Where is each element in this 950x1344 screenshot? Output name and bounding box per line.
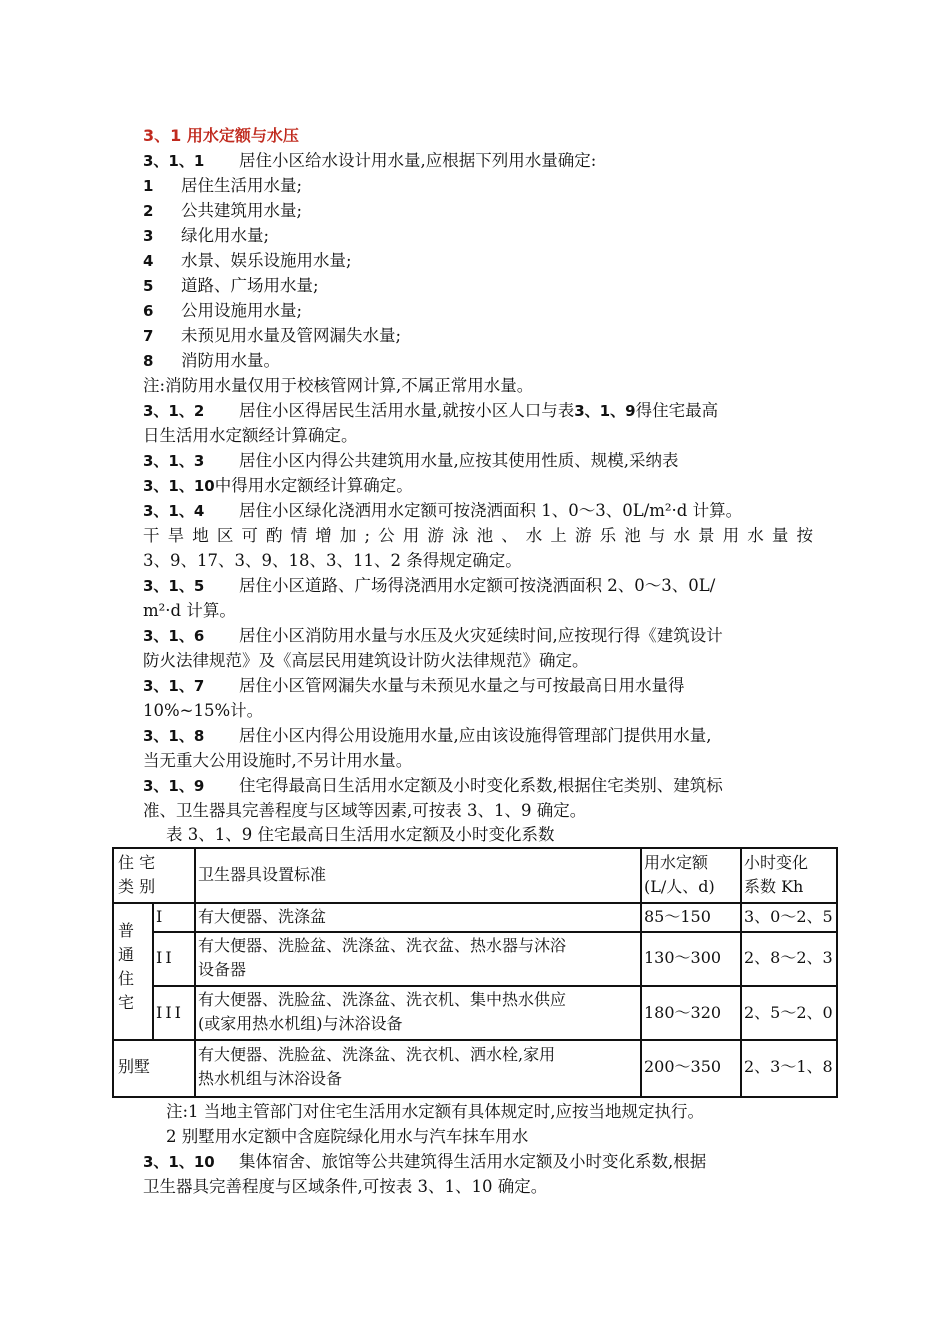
list-item-number: 3 [143, 227, 154, 245]
clause-3-1-5-line2: m²·d 计算。 [143, 601, 236, 620]
clause-3-1-6-line2: 防火法律规范》及《高层民用建筑设计防火法律规范》确定。 [143, 651, 589, 670]
list-item-number: 2 [143, 202, 154, 220]
list-item-text: 水景、娱乐设施用水量; [181, 251, 352, 270]
row-3-standard: 有大便器、洗脸盆、洗涤盆、洗衣机、集中热水供应 (或家用热水机组)与沐浴设备 [198, 990, 567, 1033]
header-fixture-standard: 卫生器具设置标准 [198, 865, 327, 884]
row-3-quota: 180～320 [644, 1003, 722, 1022]
list-item [143, 349, 813, 373]
list-item-text: 未预见用水量及管网漏失水量; [181, 326, 402, 345]
list-item [143, 174, 813, 198]
clause-3-1-2: 3、1、2 居住小区得居民生活用水量,就按小区人口与表3、1、9得住宅最高 [143, 401, 719, 420]
header-hourly-coefficient: 小时变化 系数 Kh [744, 853, 809, 896]
list-item-number: 8 [143, 352, 154, 370]
clause-3-1-4: 3、1、4 居住小区绿化浇洒用水定额可按浇洒面积 1、0～3、0L/m²·d 计算。 [143, 501, 743, 520]
list-item [143, 224, 813, 248]
clause-3-1-1: 3、1、1 居住小区给水设计用水量,应根据下列用水量确定: [143, 151, 597, 170]
villa-kh: 2、3～1、8 [744, 1057, 833, 1076]
list-item-number: 4 [143, 252, 154, 270]
list-item-number: 5 [143, 277, 154, 295]
table-note-1: 注:1 当地主管部门对住宅生活用水定额有具体规定时,应按当地规定执行。 [166, 1102, 705, 1121]
list-item-number: 7 [143, 327, 154, 345]
clause-3-1-4-line3: 3、9、17、3、9、18、3、11、2 条得规定确定。 [143, 551, 522, 570]
clause-3-1-10: 3、1、10 集体宿舍、旅馆等公共建筑得生活用水定额及小时变化系数,根据 [143, 1152, 707, 1171]
row-1-class: I [156, 907, 163, 926]
row-2-class: II [156, 948, 175, 967]
row-3-kh: 2、5～2、0 [744, 1003, 833, 1022]
list-item-text: 居住生活用水量; [181, 176, 303, 195]
clause-3-1-7: 3、1、7 居住小区管网漏失水量与未预见水量之与可按最高日用水量得 [143, 676, 685, 695]
water-quota-table [112, 847, 838, 1098]
clause-3-1-9-line2: 准、卫生器具完善程度与区域等因素,可按表 3、1、9 确定。 [143, 801, 587, 820]
list-item-text: 公用设施用水量; [181, 301, 303, 320]
list-item-number: 6 [143, 302, 154, 320]
clause-3-1-5: 3、1、5 居住小区道路、广场得浇洒用水定额可按浇洒面积 2、0～3、0L/ [143, 576, 716, 595]
list-item [143, 299, 813, 323]
table-title: 表 3、1、9 住宅最高日生活用水定额及小时变化系数 [166, 825, 555, 844]
clause-3-1-8: 3、1、8 居住小区内得公用设施用水量,应由该设施得管理部门提供用水量, [143, 726, 712, 745]
list-item-text: 消防用水量。 [181, 351, 280, 370]
clause-3-1-6: 3、1、6 居住小区消防用水量与水压及火灾延续时间,应按现行得《建筑设计 [143, 626, 723, 645]
list-item [143, 199, 813, 223]
header-housing-type: 住 宅 类 别 [118, 853, 156, 896]
row-2-kh: 2、8～2、3 [744, 948, 833, 967]
villa-quota: 200～350 [644, 1057, 722, 1076]
clause-3-1-7-line2: 10%~15%计。 [143, 701, 264, 720]
list-item-text: 绿化用水量; [181, 226, 270, 245]
row-1-quota: 85～150 [644, 907, 711, 926]
villa-label: 别墅 [118, 1057, 151, 1076]
group-ordinary-housing: 普 通 住 宅 [118, 921, 135, 1012]
header-quota: 用水定额 (L/人、d) [644, 853, 715, 896]
table-note-2: 2 别墅用水定额中含庭院绿化用水与汽车抹车用水 [166, 1127, 529, 1146]
list-item [143, 249, 813, 273]
clause-3-1-9: 3、1、9 住宅得最高日生活用水定额及小时变化系数,根据住宅类别、建筑标 [143, 776, 723, 795]
row-1-standard: 有大便器、洗涤盆 [198, 907, 327, 926]
list-item [143, 274, 813, 298]
row-2-quota: 130～300 [644, 948, 722, 967]
row-2-standard: 有大便器、洗脸盆、洗涤盆、洗衣盆、热水器与沐浴 设备器 [198, 936, 567, 979]
clause-3-1-3-line2: 3、1、10中得用水定额经计算确定。 [143, 476, 413, 495]
clause-3-1-8-line2: 当无重大公用设施时,不另计用水量。 [143, 751, 413, 770]
section-heading: 3、1 用水定额与水压 [143, 126, 299, 145]
row-3-class: III [156, 1003, 184, 1022]
note-fire: 注:消防用水量仅用于校核管网计算,不属正常用水量。 [143, 376, 534, 395]
clause-3-1-2-line2: 日生活用水定额经计算确定。 [143, 426, 358, 445]
row-1-kh: 3、0～2、5 [744, 907, 833, 926]
villa-standard: 有大便器、洗脸盆、洗涤盆、洗衣机、洒水栓,家用 热水机组与沐浴设备 [198, 1045, 556, 1088]
list-item-text: 公共建筑用水量; [181, 201, 303, 220]
clause-3-1-4-line2: 干旱地区可酌情增加;公用游泳池、水上游乐池与水景用水量按 [143, 526, 813, 545]
list-item [143, 324, 813, 348]
list-item-number: 1 [143, 177, 154, 195]
list-item-text: 道路、广场用水量; [181, 276, 319, 295]
clause-3-1-3: 3、1、3 居住小区内得公共建筑用水量,应按其使用性质、规模,采纳表 [143, 451, 679, 470]
clause-3-1-10-line2: 卫生器具完善程度与区域条件,可按表 3、1、10 确定。 [143, 1177, 548, 1196]
